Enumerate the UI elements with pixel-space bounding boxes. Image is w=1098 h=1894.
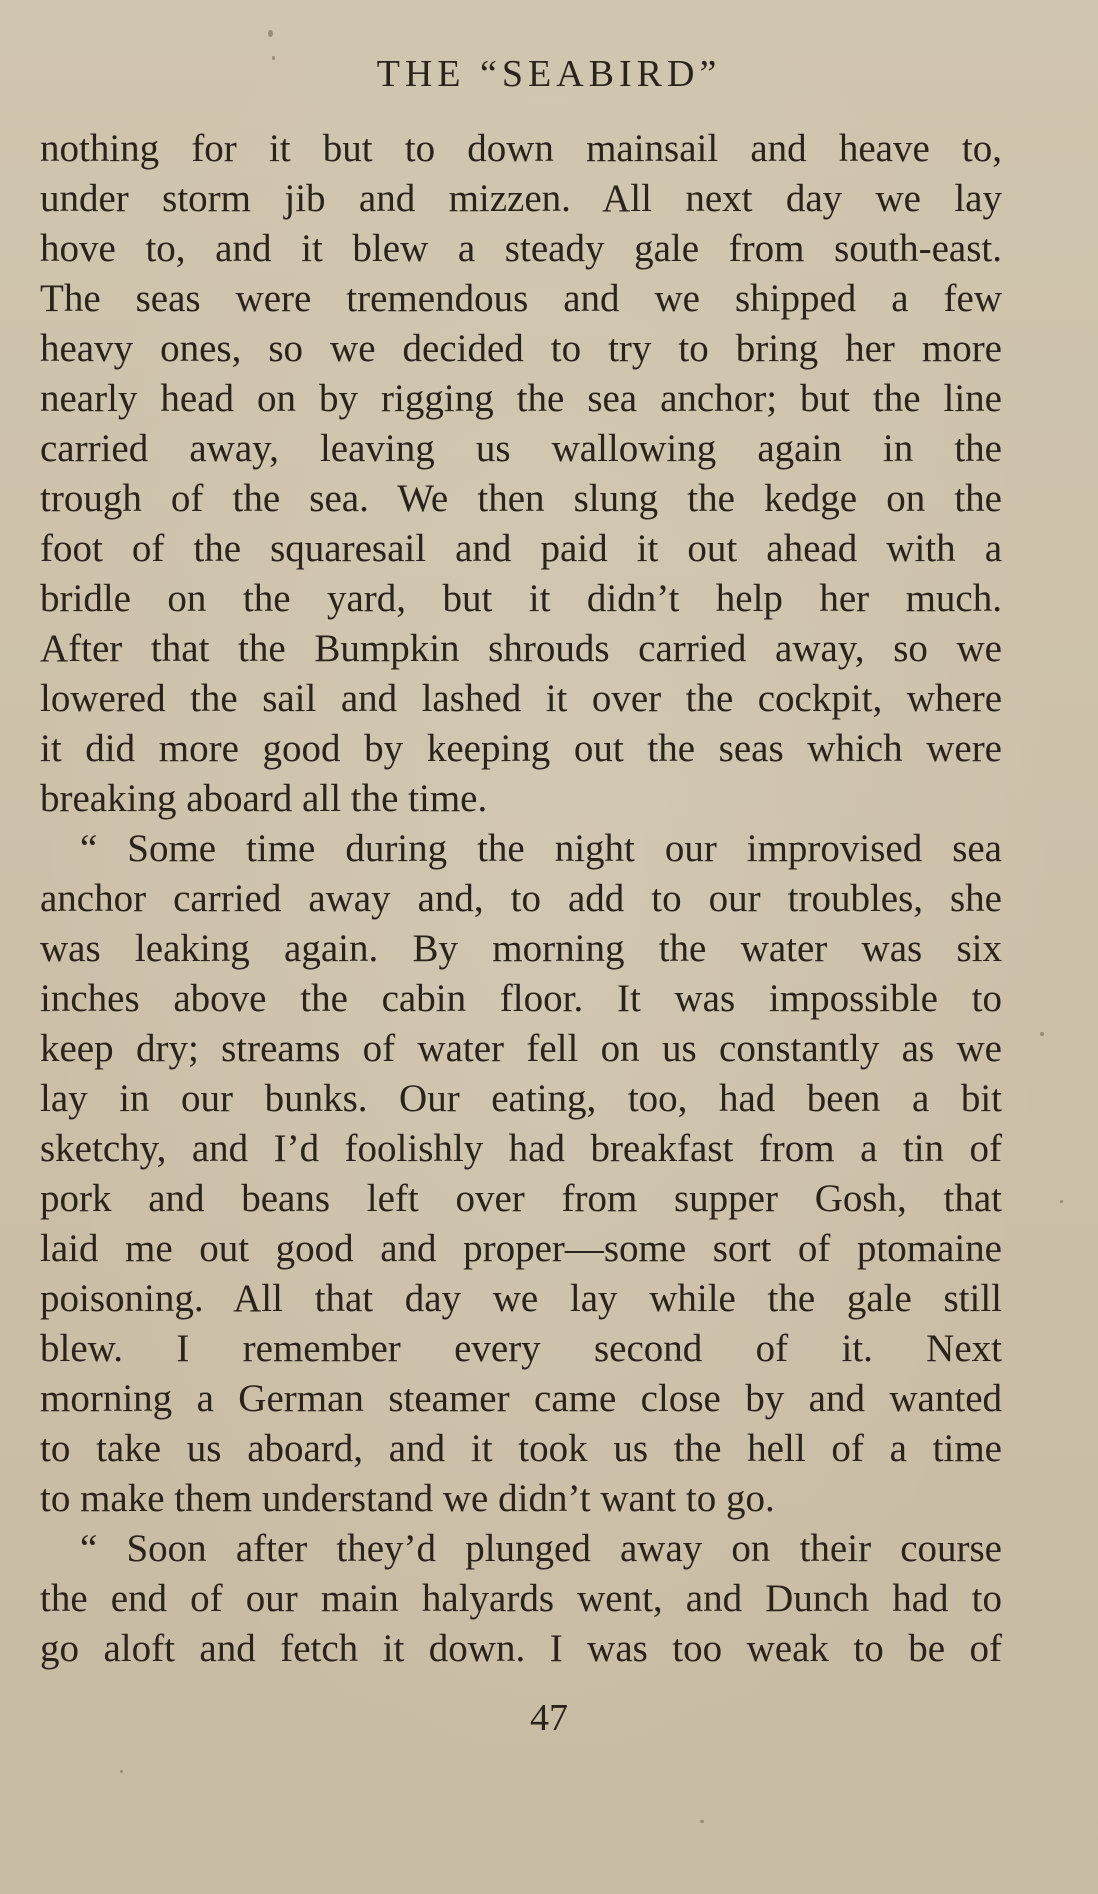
text-line-paragraph-end: breaking aboard all the time. (40, 777, 488, 820)
text-line: nearly head on by rigging the sea anchor; but the line (40, 377, 1002, 420)
paper-speck (700, 1820, 704, 1823)
text-line: pork and beans left over from supper Gosh, that (40, 1177, 1002, 1220)
text-line: keep dry; streams of water fell on us constantly as we (40, 1027, 1002, 1070)
running-header: THE “SEABIRD” (376, 53, 722, 95)
body-text (40, 124, 1002, 1674)
paper-speck (1060, 1200, 1063, 1203)
text-line: After that the Bumpkin shrouds carried away, so we (40, 627, 1002, 670)
text-line: lay in our bunks. Our eating, too, had been a bit (40, 1077, 1002, 1120)
text-line: anchor carried away and, to add to our troubles, she (40, 877, 1002, 920)
paper-speck (268, 30, 273, 37)
text-line: lowered the sail and lashed it over the cockpit, where (40, 677, 1002, 720)
text-line: it did more good by keeping out the seas which were (40, 727, 1002, 770)
text-line: was leaking again. By morning the water was six (40, 927, 1002, 970)
page-number: 47 (530, 1697, 568, 1739)
text-line: laid me out good and proper—some sort of ptomaine (40, 1227, 1002, 1270)
text-line: foot of the squaresail and paid it out ahead with a (40, 527, 1002, 570)
text-line-paragraph-end: to make them understand we didn’t want to go. (40, 1477, 775, 1520)
text-line: morning a German steamer came close by and wanted (40, 1377, 1002, 1420)
text-line: go aloft and fetch it down. I was too weak to be of (40, 1627, 1002, 1670)
text-line: blew. I remember every second of it. Next (40, 1327, 1002, 1370)
text-line: bridle on the yard, but it didn’t help her much. (40, 577, 1002, 620)
text-line: under storm jib and mizzen. All next day we lay (40, 177, 1002, 220)
paper-speck (1040, 1032, 1044, 1036)
text-line-paragraph-start: “ Soon after they’d plunged away on their course (80, 1527, 1002, 1570)
text-line: inches above the cabin floor. It was impossible to (40, 977, 1002, 1020)
text-line: The seas were tremendous and we shipped a few (40, 277, 1002, 320)
text-line: hove to, and it blew a steady gale from south-east. (40, 227, 1002, 270)
text-line: heavy ones, so we decided to try to bring her more (40, 327, 1002, 370)
text-line: sketchy, and I’d foolishly had breakfast from a tin of (40, 1127, 1002, 1170)
paper-speck (120, 1770, 123, 1773)
text-line: to take us aboard, and it took us the hell of a time (40, 1427, 1002, 1470)
text-line: the end of our main halyards went, and Dunch had to (40, 1577, 1002, 1620)
text-line: poisoning. All that day we lay while the gale still (40, 1277, 1002, 1320)
text-line: carried away, leaving us wallowing again in the (40, 427, 1002, 470)
text-line: nothing for it but to down mainsail and heave to, (40, 127, 1002, 170)
text-line: trough of the sea. We then slung the kedge on the (40, 477, 1002, 520)
paper-speck (272, 56, 275, 60)
text-line-paragraph-start: “ Some time during the night our improvised sea (80, 827, 1002, 870)
